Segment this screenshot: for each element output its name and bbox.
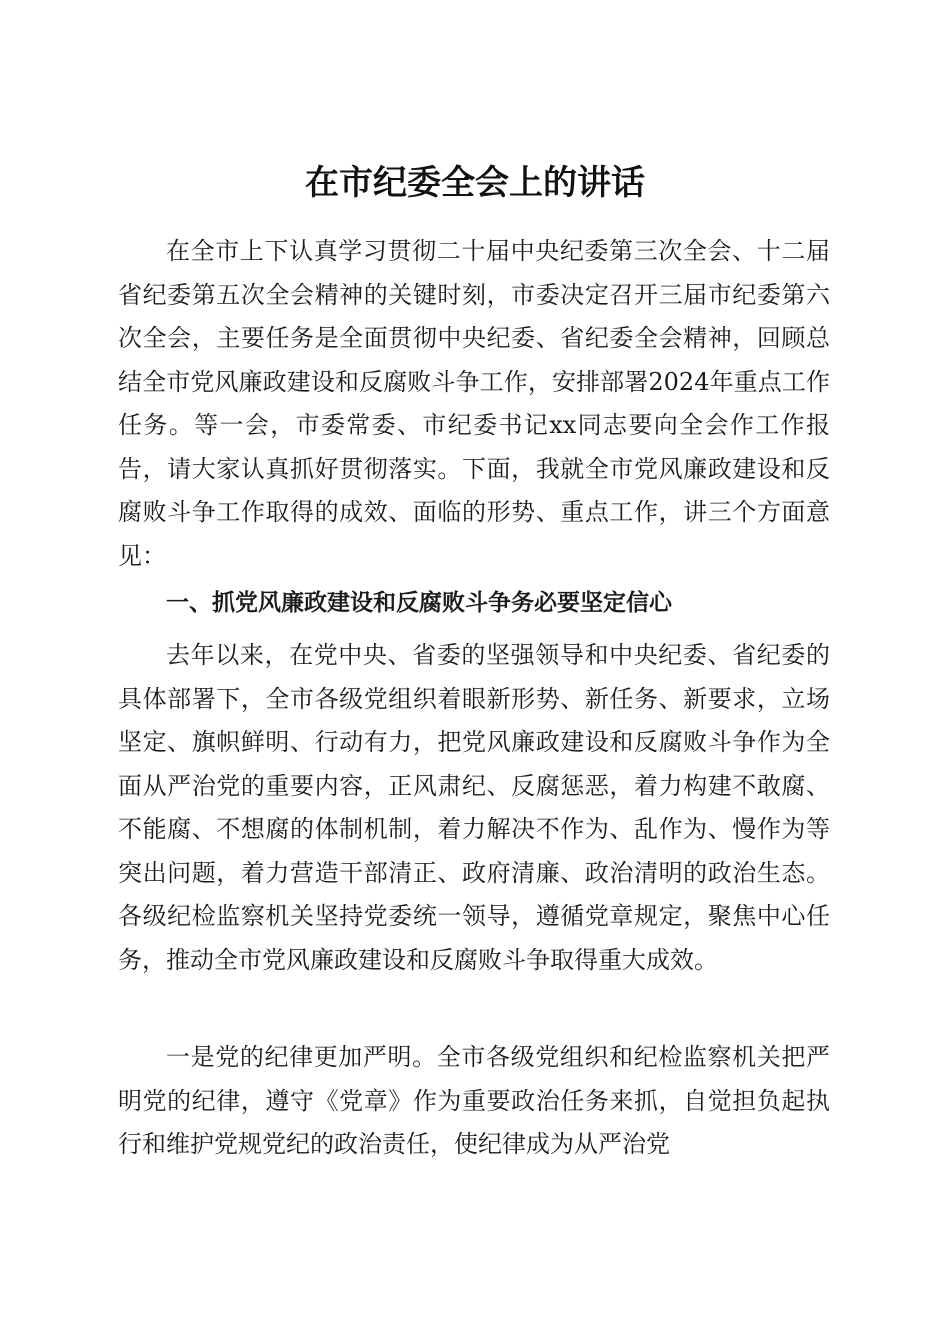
section-heading-1: 一、抓党风廉政建设和反腐败斗争务必要坚定信心 (166, 590, 672, 616)
point-body-text: 全市各级党组织和纪检监察机关把严明党的纪律，遵守《党章》作为重要政治任务来抓，自觉担负起执行和维护党规党纪的政治责任，使纪律成为从严治党 (118, 1043, 831, 1158)
document-title: 在市纪委全会上的讲话 (305, 162, 645, 203)
body-paragraph-2 (118, 1036, 830, 1167)
intro-paragraph: 在全市上下认真学习贯彻二十届中央纪委第三次全会、十二届省纪委第五次全会精神的关键时刻，市委决定召开三届市纪委第六次全会，主要任务是全面贯彻中央纪委、省纪委全会精神，回顾总结全市党风廉政建设和反腐败斗争工作，安排部署2024年重点工作任务。等一会，市委常委、市纪委书记xx同志要向全会作工作报告，请大家认真抓好贯彻落实。下面，我就全市党风廉政建设和反腐败斗争工作取得的成效、面临的形势、重点工作，讲三个方面意见： (118, 237, 830, 570)
point-lead-text: 一是党的纪律更加严明。 (166, 1043, 437, 1071)
body-paragraph-1: 去年以来，在党中央、省委的坚强领导和中央纪委、省纪委的具体部署下，全市各级党组织着眼新形势、新任务、新要求，立场坚定、旗帜鲜明、行动有力，把党风廉政建设和反腐败斗争作为全面从严治党的重要内容，正风肃纪、反腐惩恶，着力构建不敢腐、不能腐、不想腐的体制机制，着力解决不作为、乱作为、慢作为等突出问题，着力营造干部清正、政府清廉、政治清明的政治生态。各级纪检监察机关坚持党委统一领导，遵循党章规定，聚焦中心任务，推动全市党风廉政建设和反腐败斗争取得重大成效。 (118, 641, 830, 974)
